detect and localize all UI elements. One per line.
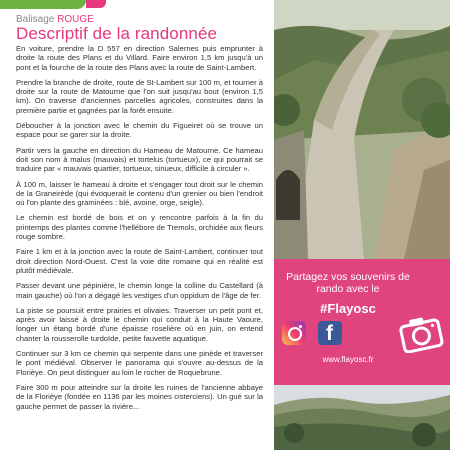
paragraph: Le chemin est bordé de bois et on y rencontre parfois à la fin du printemps des plantes comme l'hellébore de Tremols, orchidée aux fleurs rouge sombre. <box>16 213 263 242</box>
promo-website-link[interactable]: www.flayosc.fr <box>322 355 374 364</box>
green-tab <box>0 0 86 9</box>
valley-photo-illustration <box>274 385 450 450</box>
camera-icon-svg <box>398 315 444 353</box>
paragraph: La piste se poursuit entre prairies et olivaies. Traverser un petit pont et, après avoir laissé à droite le chemin qui conduit à la Haute Vaoure, longer un étang bordé d'une épaisse roselière où en juin, on entend chanter la rousserolle turdoïde, petite fauvette aquatique. <box>16 305 263 343</box>
promo-text-line2: rando avec le <box>316 283 380 295</box>
instagram-icon[interactable] <box>282 321 306 345</box>
paragraph: En voiture, prendre la D 557 en direction Salernes puis emprunter à droite la route des Plans et du Villard. Faire environ 1,5 km jusqu'à un pont et la fourche de la route des Plans avec la route de Saint-Lambert. <box>16 44 263 72</box>
facebook-glyph: f <box>326 322 333 345</box>
bridge-photo <box>274 0 450 259</box>
valley-photo <box>274 385 450 450</box>
trail-marking-color: ROUGE <box>57 14 94 25</box>
social-promo-panel <box>274 259 450 385</box>
paragraph: Déboucher à la jonction avec le chemin du Figueiret où se trouve un espace pour se garer sur la droite. <box>16 121 263 140</box>
paragraph: Faire 300 m pour atteindre sur la droite les ruines de l'ancienne abbaye de la Florièye (fondée en 1136 par les moines cisterciens). Un gué sur la gauche permet de passer la rivière... <box>16 382 263 411</box>
paragraph: Passer devant une pépinière, le chemin longe la colline du Castellard (à main gauche) où l'on a dégagé les vestiges d'un oppidum de l'âge de fer. <box>16 281 263 300</box>
paragraph: Continuer sur 3 km ce chemin qui serpente dans une pinède et traverser le pont médiéval. Observer le panorama qui s'ouvre au-dessus de la Florièye. On peut distinguer au loin le rocher de Roquebrune. <box>16 349 263 377</box>
facebook-icon[interactable] <box>318 321 342 345</box>
page-title: Descriptif de la randonnée <box>16 24 218 43</box>
paragraph: Prendre la branche de droite, route de St-Lambert sur 100 m, et tourner à droite sur la route de Matourne que l'on suit jusqu'au bout (environ 1,5 km). On traverse d'anciennes parcelles agricoles, construites dans la première partie et gagnées par la forêt ensuite. <box>16 77 263 115</box>
paragraph: Faire 1 km et à la jonction avec la route de Saint-Lambert, continuer tout droit direction Nord-Ouest. C'est la voie dite romaine qui en réalité est plutôt médiévale. <box>16 247 263 275</box>
promo-hashtag: #Flayosc <box>320 301 376 316</box>
instagram-dot <box>299 325 302 328</box>
pink-tab <box>86 0 106 8</box>
instagram-lens <box>288 327 302 341</box>
trail-marking-label: Balisage <box>16 14 55 25</box>
paragraph: Partir vers la gauche en direction du Hameau de Matourne. Ce hameau doit son nom à malus (mauvais) et tortelus (tortueux), ce qui pourrait se traduire par « mauvais quartier, tortueux, sinueux, difficile à circuler ». <box>16 145 263 174</box>
camera-icon <box>398 315 444 358</box>
hike-description <box>16 44 263 417</box>
promo-text-line1: Partagez vos souvenirs de <box>286 271 410 283</box>
paragraph: À 100 m, laisser le hameau à droite et s'engager tout droit sur le chemin de la Graneirède (qui évoquerait le contenu d'un grenier ou bien l'endroit où l'on plante des graminées : blé, avoine, orge, seigle). <box>16 179 263 208</box>
bridge-photo-illustration <box>274 0 450 259</box>
